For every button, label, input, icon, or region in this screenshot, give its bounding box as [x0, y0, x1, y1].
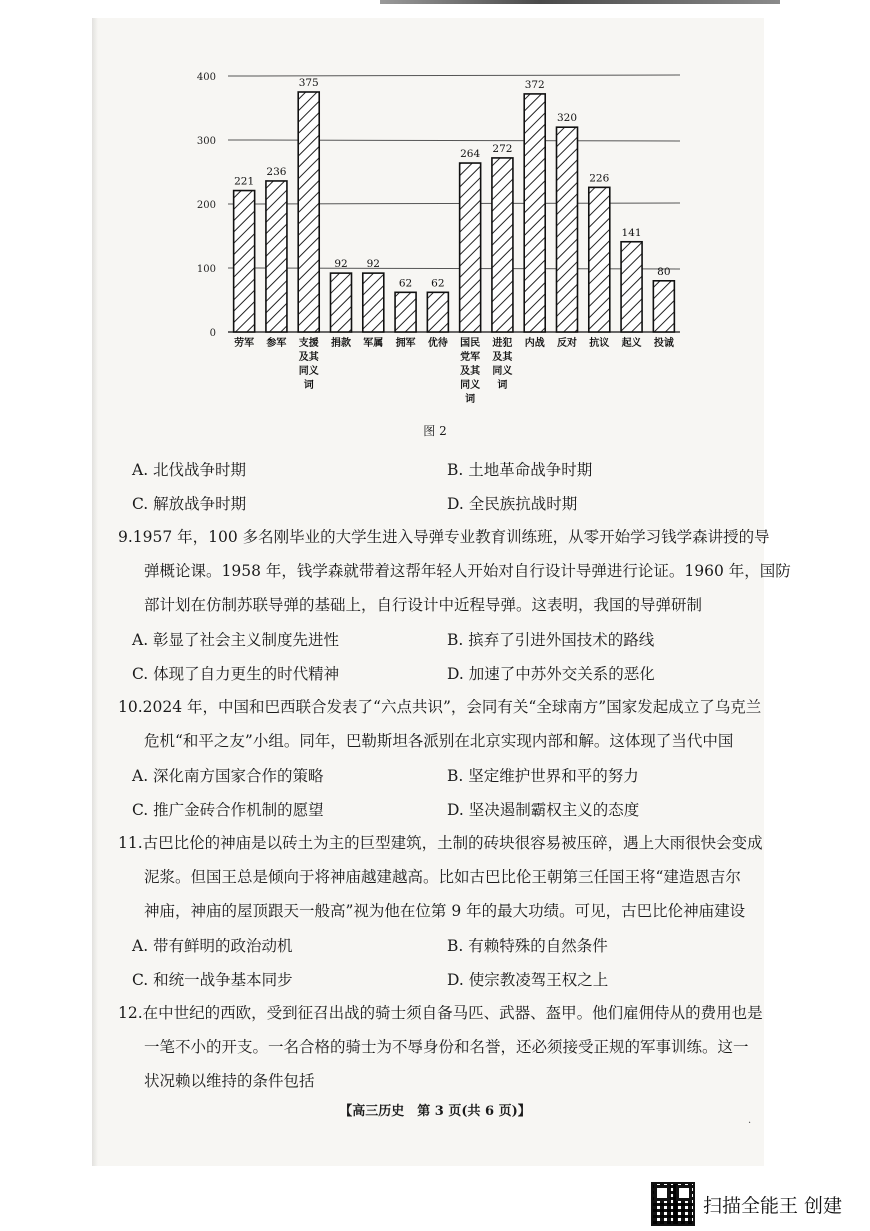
bar-value-label: 221 [234, 175, 255, 188]
qr-code-icon [651, 1182, 695, 1226]
gridline [228, 75, 680, 76]
scanner-watermark [651, 1182, 842, 1226]
page-footer: 【高三历史 第 3 页(共 6 页)】 [339, 1104, 531, 1119]
q8-option-b[interactable]: B. 土地革命战争时期 [447, 461, 593, 479]
bar [557, 127, 578, 332]
question-12 [118, 996, 768, 1098]
figure-caption: 图 2 [423, 424, 447, 438]
bar-value-label: 375 [298, 77, 319, 89]
bar [427, 292, 448, 332]
bar-value-label: 264 [460, 148, 481, 161]
y-tick-label: 200 [196, 200, 216, 211]
bar [460, 163, 481, 332]
bar [234, 191, 255, 332]
category-label: 抗议 [589, 338, 610, 349]
gridline [228, 203, 680, 204]
category-label: 优待 [427, 338, 448, 349]
bar [363, 273, 384, 332]
bar [298, 92, 319, 332]
category-label: 起义 [621, 338, 642, 349]
q8-option-d[interactable]: D. 全民族抗战时期 [447, 495, 578, 513]
bar-chart [190, 60, 700, 420]
q12-stem-line: 一笔不小的开支。一名合格的骑士为不辱身份和名誉，还必须接受正规的军事训练。这一 [144, 1038, 749, 1056]
q8-option-a[interactable]: A. 北伐战争时期 [132, 461, 247, 479]
category-label: 劳军 [234, 338, 255, 349]
bar [621, 242, 642, 332]
watermark-text: 扫描全能王 创建 [702, 1194, 842, 1217]
q10-option-d[interactable]: D. 坚决遏制霸权主义的态度 [447, 801, 640, 819]
scan-mark: · [748, 1118, 752, 1129]
category-label: 拥军 [395, 338, 416, 349]
q9-option-c[interactable]: C. 体现了自力更生的时代精神 [132, 665, 340, 683]
q9-stem-line: 9.1957 年，100 多名刚毕业的大学生进入导弹专业教育训练班，从零开始学习钱学森讲授的导 [118, 528, 770, 546]
q11-stem-line: 泥浆。但国王总是倾向于将神庙越建越高。比如古巴比伦王朝第三任国王将“建造恩吉尔 [144, 868, 741, 886]
category-label: 内战 [524, 338, 545, 349]
q9-option-b[interactable]: B. 摈弃了引进外国技术的路线 [447, 631, 655, 649]
q11-option-d[interactable]: D. 使宗教凌驾王权之上 [447, 971, 609, 989]
gridline [228, 268, 680, 269]
question-10 [118, 690, 768, 758]
bar-value-label: 141 [621, 226, 642, 239]
y-tick-label: 300 [196, 136, 216, 147]
bar-value-label: 62 [431, 277, 445, 290]
category-label: 国民党军及其同义词 [460, 338, 481, 405]
y-tick-label: 0 [209, 328, 216, 339]
category-label: 进犯及其同义词 [492, 338, 513, 391]
bar-value-label: 92 [334, 258, 348, 271]
scan-edge [92, 18, 98, 1166]
y-tick-label: 100 [196, 264, 216, 275]
q9-option-a[interactable]: A. 彰显了社会主义制度先进性 [132, 631, 340, 649]
bar-value-label: 372 [524, 78, 545, 91]
q11-stem-line: 11.古巴比伦的神庙是以砖土为主的巨型建筑，土制的砖块很容易被压碎，遇上大雨很快会变成 [118, 834, 763, 852]
bar-value-label: 80 [657, 265, 671, 278]
category-label: 支援及其同义词 [298, 338, 319, 391]
y-tick-label: 400 [196, 72, 216, 83]
q10-option-b[interactable]: B. 坚定维护世界和平的努力 [447, 767, 639, 785]
bar-value-label: 236 [266, 165, 287, 178]
q8-option-c[interactable]: C. 解放战争时期 [132, 495, 247, 513]
q10-option-a[interactable]: A. 深化南方国家合作的策略 [132, 767, 324, 785]
bar-value-label: 320 [556, 112, 578, 125]
bar-value-label: 62 [398, 277, 413, 290]
bar [266, 181, 287, 332]
bar-value-label: 226 [589, 172, 610, 185]
bar [524, 94, 545, 332]
q12-stem-line: 12.在中世纪的西欧，受到征召出战的骑士须自备马匹、武器、盔甲。他们雇佣侍从的费用也是 [118, 1004, 763, 1022]
q11-option-a[interactable]: A. 带有鲜明的政治动机 [132, 937, 293, 955]
bar [395, 292, 416, 332]
category-label: 军属 [363, 338, 384, 349]
bar [492, 158, 513, 332]
q11-option-b[interactable]: B. 有赖特殊的自然条件 [447, 937, 608, 955]
category-label: 参军 [266, 338, 287, 349]
question-9 [118, 520, 791, 622]
bar-value-label: 272 [492, 142, 513, 155]
bar-value-label: 92 [366, 258, 380, 271]
bar [331, 273, 352, 332]
q9-stem-line: 部计划在仿制苏联导弹的基础上，自行设计中近程导弹。这表明，我国的导弹研制 [144, 596, 703, 614]
category-label: 捐款 [331, 338, 351, 349]
q11-stem-line: 神庙，神庙的屋顶跟天一般高”视为他在位第 9 年的最大功绩。可见，古巴比伦神庙建设 [144, 902, 746, 920]
category-label: 投诚 [653, 338, 674, 349]
q10-option-c[interactable]: C. 推广金砖合作机制的愿望 [132, 801, 324, 819]
q11-option-c[interactable]: C. 和统一战争基本同步 [132, 971, 293, 989]
q9-stem-line: 弹概论课。1958 年，钱学森就带着这帮年轻人开始对自行设计导弹进行论证。1960 年，国防 [144, 562, 791, 580]
bar [653, 281, 674, 332]
gridline [228, 140, 680, 141]
question-11 [118, 826, 768, 928]
bar [589, 187, 610, 332]
scan-top-line [380, 0, 780, 4]
q10-stem-line: 危机“和平之友”小组。同年，巴勒斯坦各派别在北京实现内部和解。这体现了当代中国 [144, 732, 734, 750]
q12-stem-line: 状况赖以维持的条件包括 [144, 1072, 315, 1090]
q10-stem-line: 10.2024 年，中国和巴西联合发表了“六点共识”，会同有关“全球南方”国家发起成立了乌克兰 [118, 698, 762, 716]
q9-option-d[interactable]: D. 加速了中苏外交关系的恶化 [447, 665, 655, 683]
category-label: 反对 [557, 338, 577, 349]
